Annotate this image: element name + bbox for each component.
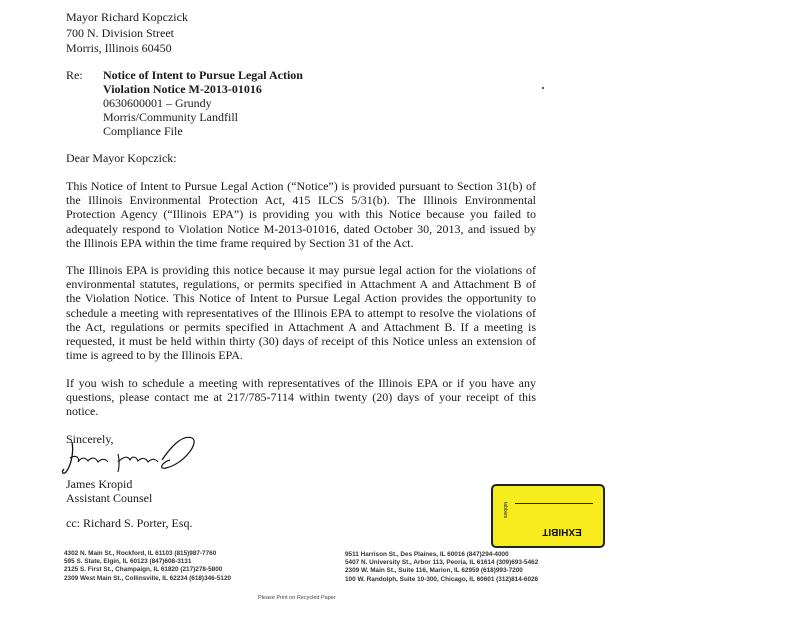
recipient-name: Mayor Richard Kopczick xyxy=(66,10,188,24)
signer-title: Assistant Counsel xyxy=(66,491,153,505)
exhibit-blank-line xyxy=(515,503,593,504)
recycled-paper-note: Please Print on Recycled Paper xyxy=(258,595,336,601)
speck-mark xyxy=(542,87,544,89)
footer-address: 2309 West Main St., Collinsville, IL 62234 (618)346-5120 xyxy=(64,574,232,582)
recipient-street: 700 N. Division Street xyxy=(66,25,174,40)
re-line-violation: Violation Notice M-2013-01016 xyxy=(103,82,262,96)
paragraph-2: The Illinois EPA is providing this notice because it may pursue legal action for the violations of environmental statutes, regulations, or permits specified in Attachment A and Attachment B of the Violation Notice. This Notice of Intent to Pursue Legal Action provides the opportunity to schedule a meeting with representatives of the Illinois EPA to attempt to resolve the violations of the Act, regulations or permits specified in Attachment A and Attachment B. If a meeting is requested, it must be held within thirty (30) days of receipt of this Notice unless an extension of time is agreed to by the Illinois EPA. xyxy=(66,263,536,363)
re-label: Re: xyxy=(66,68,83,82)
footer-address: 2125 S. First St., Champaign, IL 61820 (217)278-5800 xyxy=(64,566,223,574)
re-block xyxy=(103,68,303,138)
exhibit-side-text: tabbies xyxy=(502,502,508,519)
footer-offices-left xyxy=(64,550,231,583)
signer-name: James Kropid xyxy=(66,477,133,491)
exhibit-sticker xyxy=(491,484,605,548)
cc-line: cc: Richard S. Porter, Esq. xyxy=(66,516,193,530)
re-line-site: Morris/Community Landfill xyxy=(103,110,238,124)
re-line-id: 0630600001 – Grundy xyxy=(103,96,212,110)
re-line-notice: Notice of Intent to Pursue Legal Action xyxy=(103,68,303,82)
salutation: Dear Mayor Kopczick: xyxy=(66,151,177,165)
footer-address: 2309 W. Main St., Suite 116, Marion, IL 62959 (618)993-7200 xyxy=(345,567,523,575)
footer-offices-right xyxy=(345,551,538,584)
closing: Sincerely, xyxy=(66,432,114,446)
recipient-city: Morris, Illinois 60450 xyxy=(66,41,172,55)
footer-address: 4302 N. Main St., Rockford, IL 61103 (815)987-7760 xyxy=(64,550,217,557)
exhibit-label: EXHIBIT xyxy=(542,526,582,537)
footer-address: 9511 Harrison St., Des Plaines, IL 60016 (847)294-4000 xyxy=(345,551,509,558)
handwritten-signature xyxy=(58,428,198,480)
footer-address: 5407 N. University St., Arbor 113, Peoria, IL 61614 (309)693-5462 xyxy=(345,559,539,567)
footer-address: 100 W. Randolph, Suite 10-300, Chicago, IL 60601 (312)814-6026 xyxy=(345,575,539,583)
recipient-address xyxy=(66,10,188,57)
paragraph-3: If you wish to schedule a meeting with representatives of the Illinois EPA or if you have any questions, please contact me at 217/785-7114 within twenty (20) days of your receipt of this notice. xyxy=(66,376,536,419)
footer-address: 595 S. State, Elgin, IL 60123 (847)608-3131 xyxy=(64,558,192,566)
paragraph-1: This Notice of Intent to Pursue Legal Action (“Notice”) is provided pursuant to Section 31(b) of the Illinois Environmental Protection Act, 415 ILCS 5/31(b). The Illinois Environmental Protection Agency (“Illinois EPA”) is providing you with this Notice because you failed to adequately respond to Violation Notice M-2013-01016, dated October 30, 2013, and issued by the Illinois EPA within the time frame required by Section 31 of the Act. xyxy=(66,179,536,250)
re-line-file: Compliance File xyxy=(103,124,183,138)
signer-block xyxy=(66,477,152,505)
